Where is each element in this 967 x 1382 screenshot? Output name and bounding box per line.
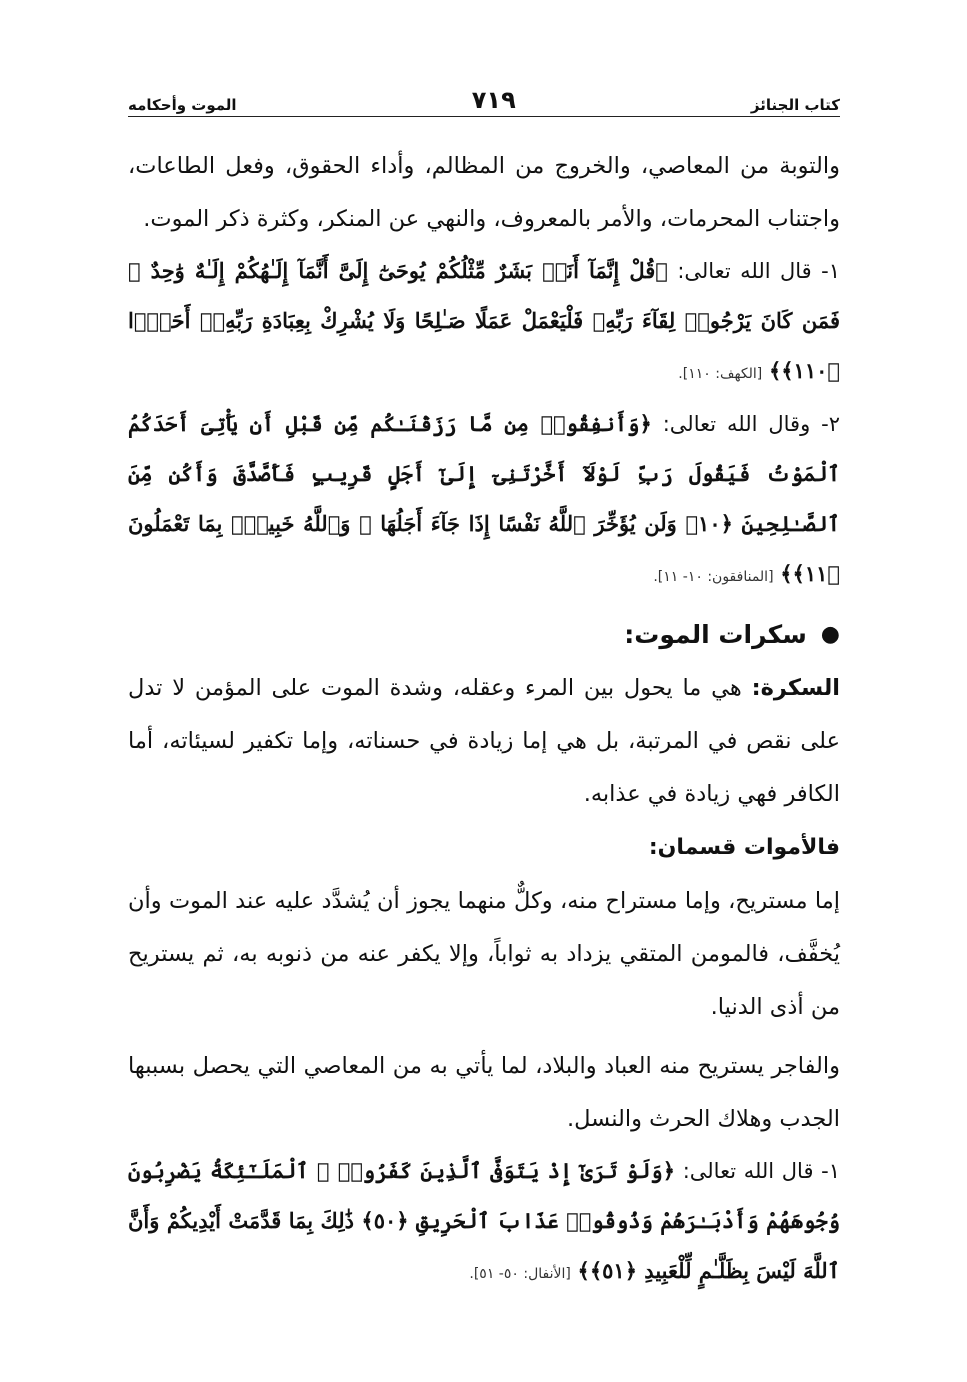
- verse-item: [128, 1146, 840, 1299]
- verse-reference: [المنافقون: ١٠- ١١].: [653, 569, 774, 585]
- section-heading: [128, 608, 840, 662]
- verse-lead: ٢- وقال الله تعالى:: [662, 412, 840, 436]
- body-paragraph: إما مستريح، وإما مستراح منه، وكلٌّ منهما يجوز أن يُشدَّد عليه عند الموت وأن يُخفَّف، فالمومن المتقي يزداد به ثواباً، وإلا يكفر عنه من ذنوبه به، ثم يستريح من أذى الدنيا.: [128, 888, 840, 1020]
- definition-text: هي ما يحول بين المرء وعقله، وشدة الموت على المؤمن لا تدل على نقص في المرتبة، بل هي إما زيادة في حسناته، وإما تكفير لسيئاته، أما الكافر فهي زيادة في عذابه.: [128, 675, 840, 807]
- quran-verse: ﴿قُلْ إِنَّمَآ أَنَا۠ بَشَرٌ مِّثْلُكُمْ يُوحَىٰٓ إِلَىَّ أَنَّمَآ إِلَـٰهُكُمْ إِلَـٰهٌ وَٰحِدٌ ۖ فَمَن كَانَ يَرْجُوا۟ لِقَآءَ رَبِّهِۦ فَلْيَعْمَلْ عَمَلًا صَـٰلِحًا وَلَا يُشْرِكْ بِعِبَادَةِ رَبِّهِۦٓ أَحَدًۢا ﴿١١٠﴾﴾: [128, 258, 840, 383]
- body-paragraph: والفاجر يستريح منه العباد والبلاد، لما يأتي به من المعاصي التي يحصل بسببها الجدب وهلاك الحرث والنسل.: [128, 1053, 840, 1132]
- page-number: ٧١٩: [471, 86, 516, 114]
- verse-reference: [الكهف: ١١٠].: [678, 366, 763, 382]
- verse-lead: ١- قال الله تعالى:: [677, 259, 840, 283]
- page-header: [128, 80, 840, 114]
- definition-paragraph: [128, 662, 840, 821]
- section-title: سكرات الموت:: [624, 620, 807, 649]
- header-divider: [128, 116, 840, 117]
- quran-verse: ﴿وَأَنفِقُوا۟ مِن مَّا رَزَقْنَـٰكُم مِّن قَبْلِ أَن يَأْتِىَ أَحَدَكُمُ ٱلْمَوْتُ فَيَقُولَ رَبِّ لَوْلَآ أَخَّرْتَنِىٓ إِلَىٰٓ أَجَلٍ قَرِيبٍ فَأَصَّدَّقَ وَأَكُن مِّنَ ٱلصَّـٰلِحِينَ ﴿١٠﴾ وَلَن يُؤَخِّرَ ٱللَّهُ نَفْسًا إِذَا جَآءَ أَجَلُهَا ۚ وَٱللَّهُ خَبِيرٌۢ بِمَا تَعْمَلُونَ ﴿١١﴾﴾: [128, 411, 840, 586]
- page-body: [128, 140, 840, 1299]
- header-book-title: كتاب الجنائز: [750, 96, 840, 114]
- subheading: فالأموات قسمان:: [648, 835, 840, 860]
- verse-lead: ١- قال الله تعالى:: [682, 1159, 840, 1183]
- header-chapter-title: الموت وأحكامه: [128, 96, 237, 114]
- definition-term: السكرة:: [751, 675, 840, 701]
- verse-item: [128, 246, 840, 399]
- verse-reference: [الأنفال: ٥٠- ٥١].: [469, 1266, 571, 1282]
- quran-verse: ﴿وَلَوْ تَرَىٰٓ إِذْ يَتَوَفَّى ٱلَّذِينَ كَفَرُوا۟ ۙ ٱلْمَلَـٰٓئِكَةُ يَضْرِبُونَ وُجُوهَهُمْ وَأَدْبَـٰرَهُمْ وَذُوقُوا۟ عَذَابَ ٱلْحَرِيقِ ﴿٥٠﴾ ذَٰلِكَ بِمَا قَدَّمَتْ أَيْدِيكُمْ وَأَنَّ ٱللَّهَ لَيْسَ بِظَلَّـٰمٍ لِّلْعَبِيدِ ﴿٥١﴾﴾: [128, 1158, 840, 1283]
- verse-item: [128, 399, 840, 602]
- intro-paragraph: والتوبة من المعاصي، والخروج من المظالم، وأداء الحقوق، وفعل الطاعات، واجتناب المحرمات، والأمر بالمعروف، والنهي عن المنكر، وكثرة ذكر الموت.: [128, 153, 840, 232]
- bullet-icon: ●: [820, 622, 840, 647]
